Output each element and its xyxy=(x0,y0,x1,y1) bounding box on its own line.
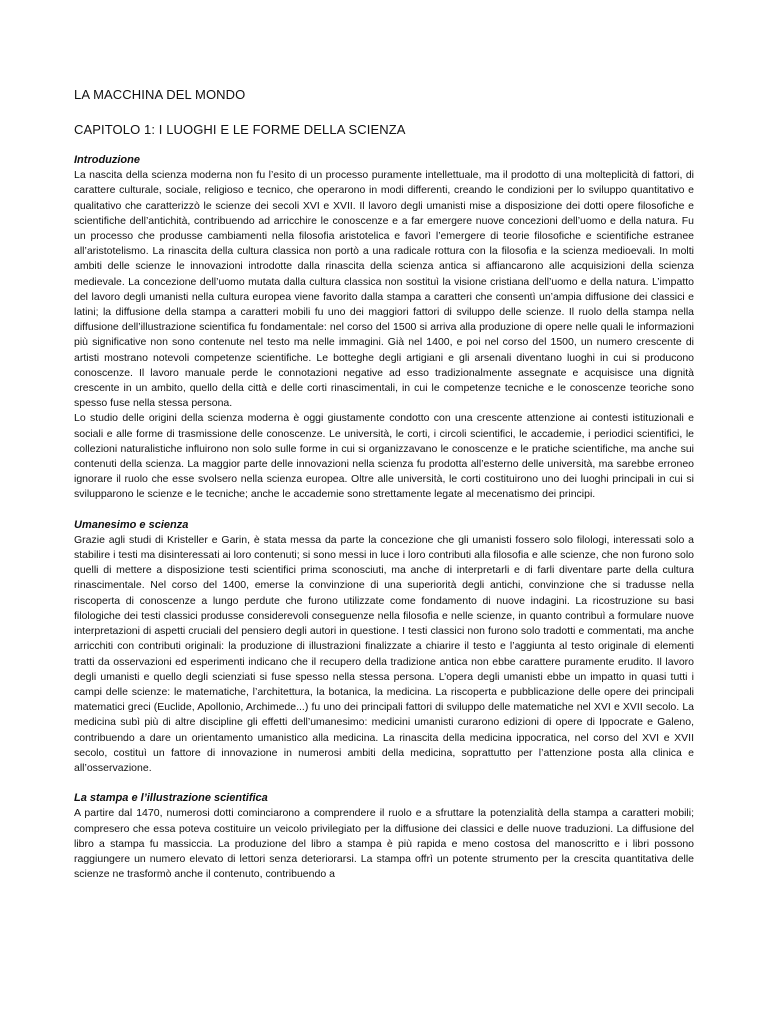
document-body xyxy=(74,87,694,897)
section-introduzione xyxy=(74,153,694,503)
section-heading: La stampa e l’illustrazione scientifica xyxy=(74,792,268,805)
section-la-stampa xyxy=(74,791,694,882)
paragraph: A partire dal 1470, numerosi dotti cominciarono a comprendere il ruolo e a sfruttare la potenzialità della stampa a caratteri mobili; compresero che essa poteva costituire un veicolo privilegiato per la diffusione dei classici e delle nuove traduzioni. La diffusione del libro a stampa fu massiccia. La produzione del libro a stampa è più rapida e meno costosa del manoscritto e i libri possono raggiungere un numero elevato di lettori senza deteriorarsi. La stampa offrì un potente strumento per la crescita quantitativa delle scienze ne trasformò anche il contenuto, contribuendo a xyxy=(74,807,694,881)
section-heading: Introduzione xyxy=(74,154,140,166)
section-heading: Umanesimo e scienza xyxy=(74,518,189,531)
paragraph: La nascita della scienza moderna non fu l’esito di un processo puramente intellettuale, ma il prodotto di una molteplicità di fattori, di carattere culturale, sociale, religioso e tecnico, che operarono in modi differenti, creando le condizioni per lo sviluppo quantitativo e qualitativo che caratterizzò le scienze dei secoli XVI e XVII. Il lavoro degli umanisti mise a disposizione dei dotti opere filosofiche e scientifiche dell’antichità, contribuendo ad arricchire le conoscenze e a far emergere nuove concezioni dell’uomo e della natura. Fu un processo che produsse cambiamenti nella filosofia aristotelica e favorì l’emergere di teorie filosofiche e scientifiche estranee all’aristotelismo. La rinascita della cultura classica non portò a una radicale rottura con la filosofia e la scienza medioevali. In molti ambiti delle scienze le innovazioni introdotte dalla rinascita della scienza antica si affiancarono alle acquisizioni della scienza medievale. La concezione dell’uomo mutata dalla cultura classica non sostituì la visione cristiana dell’uomo e della natura. L’impatto del lavoro degli umanisti nella cultura europea viene favorito dalla stampa a caratteri che consentì un’ampia diffusione dei classici e latini; la diffusione della stampa a caratteri mobili fu uno dei maggiori fattori di sviluppo delle scienze. Il ruolo della stampa nella diffusione dell’illustrazione scientifica fu fondamentale: nel corso del 1500 si arriva alla produzione di opere nelle quali le informazioni più significative non sono contenute nel testo ma nelle immagini. Già nel 1400, e poi nel corso del 1500, un numero crescente di artisti mostrano notevoli competenze scientifiche. Le botteghe degli artigiani e gli arsenali diventano luoghi in cui si producono conoscenze. Il lavoro manuale perde le connotazioni negative ad esso tradizionalmente assegnate e acquisisce una dignità crescente in un ambito, quello della città e delle corti rinascimentali, in cui le competenze tecniche e le conoscenze teoriche sono spesso fuse nella stessa persona. xyxy=(74,169,694,410)
section-umanesimo-e-scienza xyxy=(74,518,694,776)
paragraph: Grazie agli studi di Kristeller e Garin, è stata messa da parte la concezione che gli umanisti fossero solo filologi, interessati solo a stabilire i testi ma disinteressati ai loro contenuti; si sono messi in luce i loro contributi alla filosofia e alle scienze, che non furono solo quelli di mettere a disposizione testi scientifici prima sconosciuti, ma anche di interpretarli e di farli diventare parte della cultura rinascimentale. Nel corso del 1400, emerse la convinzione di una superiorità degli antichi, convinzione che si tradusse nella riscoperta di conoscenze a lungo perdute che furono utilizzate come fondamento di nuove indagini. La ricostruzione su basi filologiche dei testi classici produsse considerevoli conseguenze nella filosofia e nelle scienze, in quanto contribuì a formulare nuove interpretazioni di aspetti cruciali del pensiero degli autori in questione. I testi classici non furono solo tradotti e commentati, ma anche arricchiti con contributi originali: la produzione di illustrazioni finalizzate a chiarire il testo e l’aggiunta al testo originale di elementi tratti da osservazioni ed esperimenti indicano che il recupero della tradizione antica non ebbe carattere puramente erudito. Il lavoro degli umanisti e quello degli scienziati si fuse spesso nella stessa persona. L’opera degli umanisti ebbe un impatto in quasi tutti i campi delle scienze: le matematiche, l’architettura, la botanica, la medicina. La riscoperta e pubblicazione delle opere dei principali matematici greci (Euclide, Apollonio, Archimede...) fu uno dei principali fattori di sviluppo delle matematiche nel XVI e XVII secolo. La medicina subì più di altre discipline gli effetti dell’umanesimo: medicini umanisti curarono edizioni di opere di Ippocrate e Galeno, contribuendo a dare un orientamento umanistico alla medicina. La rinascita della medicina ippocratica, nel corso del XVI e XVII secolo, costituì un fattore di innovazione in numerosi ambiti della medicina, soprattutto per l’attenzione posta alla clinica e all’osservazione. xyxy=(74,533,694,774)
chapter-title: CAPITOLO 1: I LUOGHI E LE FORME DELLA SCIENZA xyxy=(74,122,406,137)
document-title: LA MACCHINA DEL MONDO xyxy=(74,87,246,102)
paragraph: Lo studio delle origini della scienza moderna è oggi giustamente condotto con una crescente attenzione ai contesti istituzionali e sociali e alle forme di trasmissione delle conoscenze. Le università, le corti, i circoli scientifici, le accademie, i periodici scientifici, le collezioni naturalistiche influirono non solo sulle forme in cui si organizzavano le conoscenze e le pratiche scientifiche, ma anche sui contenuti della scienza. La maggior parte delle innovazioni nella scienza fu prodotta all’esterno delle università, ma sarebbe erroneo ignorare il ruolo che esse svolsero nella scienza europea. Oltre alle università, le corti costituirono uno dei luoghi principali in cui si svilupparono le scienze e le tecniche; anche le accademie sono strettamente legate al mecenatismo dei principi. xyxy=(74,412,694,501)
